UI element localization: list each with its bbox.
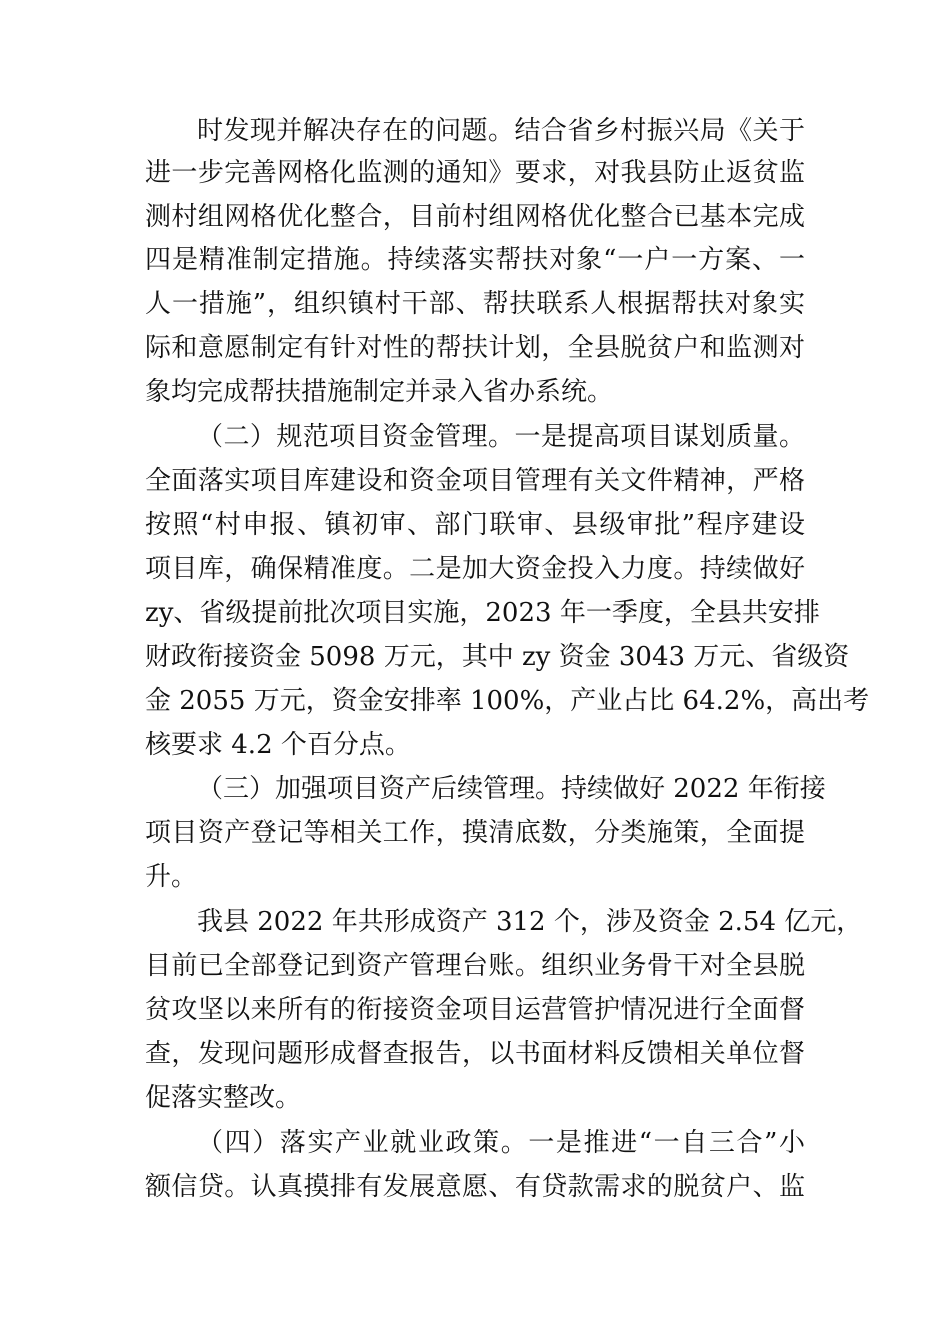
paragraph-line: 时发现并解决存在的问题。结合省乡村振兴局《关于	[197, 116, 805, 146]
paragraph-line: 我县 2022 年共形成资产 312 个，涉及资金 2.54 亿元，	[197, 907, 863, 937]
paragraph-line: 目前已全部登记到资产管理台账。组织业务骨干对全县脱	[145, 951, 805, 981]
paragraph-line: 促落实整改。	[145, 1083, 302, 1113]
paragraph-line: 按照“村申报、镇初审、部门联审、县级审批”程序建设	[145, 510, 805, 540]
paragraph-line: 额信贷。认真摸排有发展意愿、有贷款需求的脱贫户、监	[145, 1172, 805, 1202]
paragraph-line: 核要求 4.2 个百分点。	[145, 730, 411, 760]
paragraph-line: 际和意愿制定有针对性的帮扶计划，全县脱贫户和监测对	[145, 333, 805, 363]
paragraph-line: 金 2055 万元，资金安排率 100%，产业占比 64.2%，高出考	[145, 686, 870, 716]
section-heading-line: （四）落实产业就业政策。一是推进“一自三合”小	[197, 1128, 805, 1158]
paragraph-line: 贫攻坚以来所有的衔接资金项目运营管护情况进行全面督	[145, 995, 805, 1025]
paragraph-line: 象均完成帮扶措施制定并录入省办系统。	[145, 377, 614, 407]
paragraph-line: 人一措施”，组织镇村干部、帮扶联系人根据帮扶对象实	[145, 289, 805, 319]
paragraph-line: 全面落实项目库建设和资金项目管理有关文件精神，严格	[145, 466, 805, 496]
paragraph-line: 升。	[145, 862, 198, 892]
paragraph-line: 进一步完善网格化监测的通知》要求，对我县防止返贫监	[145, 158, 805, 188]
paragraph-line: 四是精准制定措施。持续落实帮扶对象“一户一方案、一	[145, 245, 805, 275]
paragraph-line: 测村组网格优化整合，目前村组网格优化整合已基本完成	[145, 202, 805, 232]
paragraph-line: zy、省级提前批次项目实施，2023 年一季度，全县共安排	[145, 598, 820, 628]
paragraph-line: 查，发现问题形成督查报告，以书面材料反馈相关单位督	[145, 1039, 805, 1069]
paragraph-line: 财政衔接资金 5098 万元，其中 zy 资金 3043 万元、省级资	[145, 642, 850, 672]
section-heading-line: （三）加强项目资产后续管理。持续做好 2022 年衔接	[197, 774, 826, 804]
paragraph-line: 项目库，确保精准度。二是加大资金投入力度。持续做好	[145, 554, 805, 584]
section-heading-line: （二）规范项目资金管理。一是提高项目谋划质量。	[197, 422, 805, 452]
paragraph-line: 项目资产登记等相关工作，摸清底数，分类施策，全面提	[145, 818, 805, 848]
